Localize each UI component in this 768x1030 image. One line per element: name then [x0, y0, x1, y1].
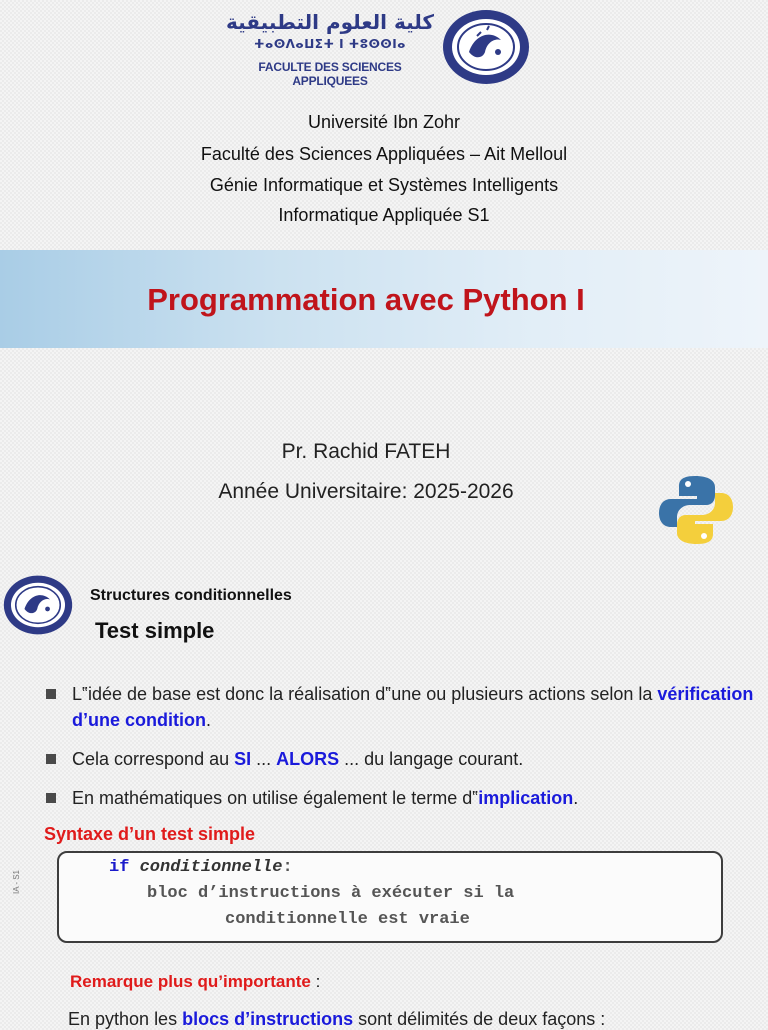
- remark: [70, 972, 320, 992]
- bullet-highlight: SI: [234, 749, 252, 769]
- code-colon: :: [282, 858, 293, 877]
- syntax-heading: Syntaxe d’un test simple: [44, 824, 256, 844]
- code-line: bloc d’instructions à exécuter si la: [147, 884, 515, 903]
- bullet-text-part: .: [205, 710, 211, 730]
- bullet-item: [46, 746, 766, 772]
- bullet-text-part: En mathématiques on utilise également le terme d‟: [72, 788, 479, 808]
- bullet-item: [46, 785, 766, 811]
- remark-label: Remarque plus qu’importante: [70, 972, 311, 991]
- bullet-text: [72, 681, 766, 733]
- slide-title: Test simple: [95, 618, 215, 643]
- faculty-name: Faculté des Sciences Appliquées – Ait Melloul: [200, 144, 568, 164]
- academic-year: Année Universitaire: 2025-2026: [218, 480, 514, 503]
- code-line: conditionnelle est vraie: [225, 910, 470, 929]
- bullet-text-part: ...: [251, 749, 277, 769]
- remark-suffix: :: [310, 972, 321, 991]
- bullet-square-icon: [46, 689, 56, 699]
- course-title: Programmation avec Python I: [147, 282, 585, 317]
- bullet-text-part: .: [573, 788, 579, 808]
- program-name: Génie Informatique et Systèmes Intelligents: [209, 175, 559, 195]
- university-seal-icon: [2, 574, 74, 636]
- code-line: [109, 858, 293, 877]
- side-label: IA - S1: [12, 869, 21, 894]
- faculty-name-arabic: كلية العلوم التطبيقية: [225, 10, 435, 34]
- code-keyword: if: [109, 858, 130, 877]
- python-logo-icon: [657, 474, 735, 546]
- bullet-text-part: L‟idée de base est donc la réalisation d‟une ou plusieurs actions selon la: [72, 684, 658, 704]
- professor-name: Pr. Rachid FATEH: [281, 440, 451, 463]
- blocks-line: [68, 1009, 605, 1030]
- code-block: [57, 851, 723, 943]
- bullet-text-part: ... du langage courant.: [339, 749, 524, 769]
- university-seal-icon: [441, 8, 531, 86]
- university-name: Université Ibn Zohr: [307, 112, 461, 132]
- bullet-item: [46, 681, 766, 733]
- blocks-text-part: En python les: [68, 1009, 183, 1029]
- bullet-text-part: Cela correspond au: [72, 749, 235, 769]
- faculty-name-tifinagh: ⵜⴰⵙⴷⴰⵡⵉⵜ ⵏ ⵜⵓⵙⵙⵏⴰ: [254, 37, 406, 51]
- blocks-text-part: sont délimités de deux façons :: [353, 1009, 606, 1029]
- code-condition: conditionnelle: [139, 858, 283, 877]
- bullet-square-icon: [46, 793, 56, 803]
- bullet-text: [72, 785, 766, 811]
- blocks-highlight: blocs d’instructions: [182, 1009, 354, 1029]
- section-title: Structures conditionnelles: [90, 587, 292, 604]
- bullet-highlight: vérification d’une condition: [72, 684, 754, 730]
- course-level: Informatique Appliquée S1: [278, 205, 490, 225]
- bullet-highlight: implication: [478, 788, 574, 808]
- bullet-highlight: ALORS: [276, 749, 340, 769]
- bullet-square-icon: [46, 754, 56, 764]
- bullet-text: [72, 746, 766, 772]
- faculty-name-english: FACULTE DES SCIENCES APPLIQUEES: [258, 60, 402, 88]
